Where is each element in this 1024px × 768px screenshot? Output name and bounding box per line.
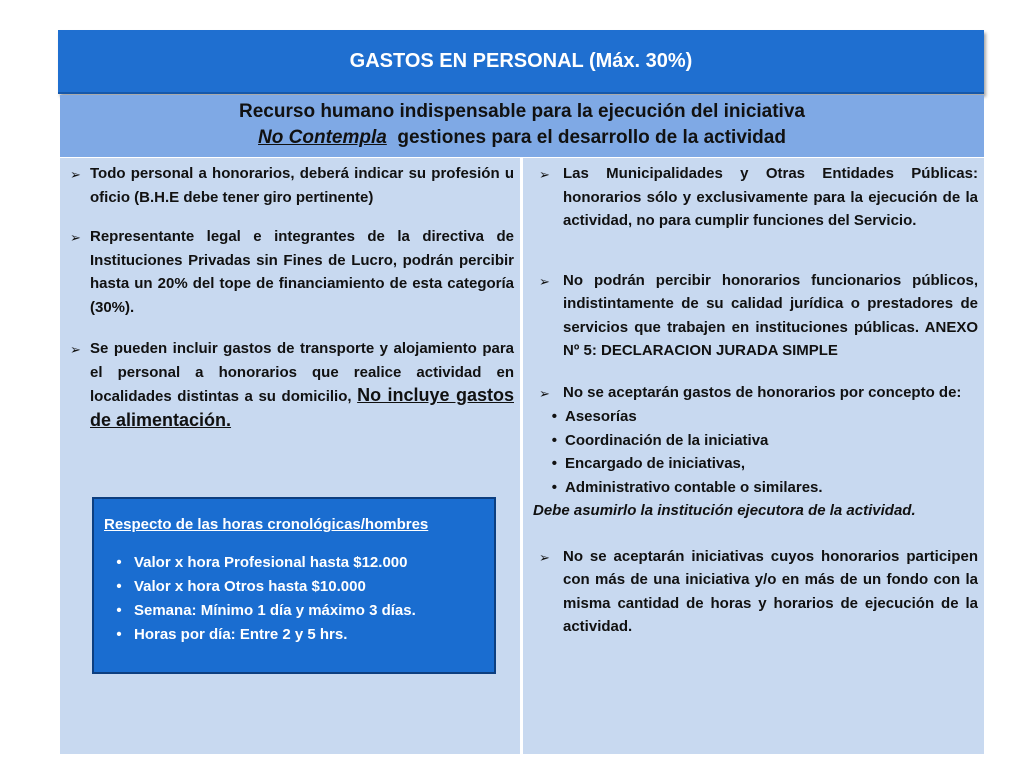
hours-item-text: Semana: Mínimo 1 día y máximo 3 días.	[134, 602, 416, 619]
right-bullet-1-text: Las Municipalidades y Otras Entidades Públicas: honorarios sólo y exclusivamente para la ejecución de la actividad, no para cumplir funciones del Servicio.	[563, 165, 978, 229]
dot-bullet-icon: •	[551, 455, 557, 472]
right-bullet-2-text: No podrán percibir honorarios funcionarios públicos, indistintamente de su calidad jurídica o prestadores de servicios que trabajen en instituciones públicas. ANEXO Nº 5: DECLARACION JURADA SIMPLE	[563, 271, 978, 359]
left-bullet-1	[70, 162, 514, 209]
left-bullet-1-text: Todo personal a honorarios, deberá indicar su profesión u oficio (B.H.E debe tener giro pertinente)	[90, 165, 514, 206]
arrow-bullet-icon: ➢	[539, 273, 550, 289]
arrow-bullet-icon: ➢	[70, 167, 81, 182]
hours-item	[104, 551, 484, 575]
hours-item-text: Valor x hora Otros hasta $10.000	[134, 578, 366, 595]
arrow-bullet-icon: ➢	[539, 167, 550, 182]
dot-bullet-icon: •	[551, 478, 557, 496]
slide-title: GASTOS EN PERSONAL (Máx. 30%)	[349, 49, 693, 72]
dot-bullet-icon: •	[116, 578, 122, 595]
concept-item	[533, 476, 978, 500]
subtitle-line-2	[60, 125, 984, 151]
concept-item-text: Coordinación de la iniciativa	[565, 431, 769, 449]
subtitle-line-1: Recurso humano indispensable para la ejecución del iniciativa	[239, 101, 805, 122]
hours-item-text: Horas por día: Entre 2 y 5 hrs.	[134, 626, 348, 643]
hours-info-box	[92, 497, 496, 674]
arrow-bullet-icon: ➢	[70, 230, 81, 245]
no-contempla-label: No Contempla	[258, 127, 387, 148]
right-column	[523, 158, 984, 754]
hours-item	[104, 623, 484, 647]
left-bullet-2	[70, 225, 514, 319]
right-bullet-4	[533, 545, 978, 639]
no-alimentacion-note: No incluye gastos de alimentación.	[90, 385, 514, 430]
arrow-bullet-icon: ➢	[539, 385, 550, 401]
right-bullet-1	[533, 162, 978, 233]
right-bullet-3-text: No se aceptarán gastos de honorarios por concepto de:	[563, 383, 962, 401]
hours-box-title: Respecto de las horas cronológicas/hombres	[104, 516, 429, 533]
dot-bullet-icon: •	[116, 602, 122, 619]
left-bullet-3	[70, 337, 514, 433]
right-bullet-4-text: No se aceptarán iniciativas cuyos honorarios participen con más de una iniciativa y/o en más de un fondo con la misma cantidad de horas y horarios de ejecución de la actividad.	[563, 547, 978, 635]
dot-bullet-icon: •	[551, 431, 557, 449]
concept-item-text: Encargado de iniciativas,	[565, 455, 746, 472]
subtitle-band	[60, 95, 984, 157]
concept-item-text: Administrativo contable o similares.	[565, 478, 823, 496]
concept-item	[533, 429, 978, 453]
institution-note: Debe asumirlo la institución ejecutora de la actividad.	[533, 502, 916, 519]
left-bullet-3-text-wrap	[90, 337, 514, 433]
arrow-bullet-icon: ➢	[70, 342, 81, 357]
arrow-bullet-icon: ➢	[539, 549, 550, 565]
right-bullet-3	[533, 381, 978, 406]
hours-item	[104, 575, 484, 599]
hours-item-text: Valor x hora Profesional hasta $12.000	[134, 554, 408, 571]
left-bullet-2-text: Representante legal e integrantes de la directiva de Instituciones Privadas sin Fines de Lucro, podrán percibir hasta un 20% del tope de financiamiento de esta categoría (30%).	[90, 228, 514, 316]
subtitle-line-2-rest: gestiones para el desarrollo de la actividad	[386, 127, 786, 148]
concept-item	[533, 405, 978, 429]
right-bullet-2	[533, 269, 978, 363]
dot-bullet-icon: •	[116, 626, 122, 643]
concept-item	[533, 452, 978, 476]
concept-item-text: Asesorías	[565, 408, 637, 425]
hours-item	[104, 599, 484, 623]
left-bullet-3-text: Se pueden incluir gastos de transporte y alojamiento para el personal a honorarios que realice actividad en localidades distintas a su domicilio,	[90, 340, 514, 405]
slide-title-bar	[58, 30, 984, 94]
dot-bullet-icon: •	[551, 408, 557, 425]
dot-bullet-icon: •	[116, 554, 122, 571]
